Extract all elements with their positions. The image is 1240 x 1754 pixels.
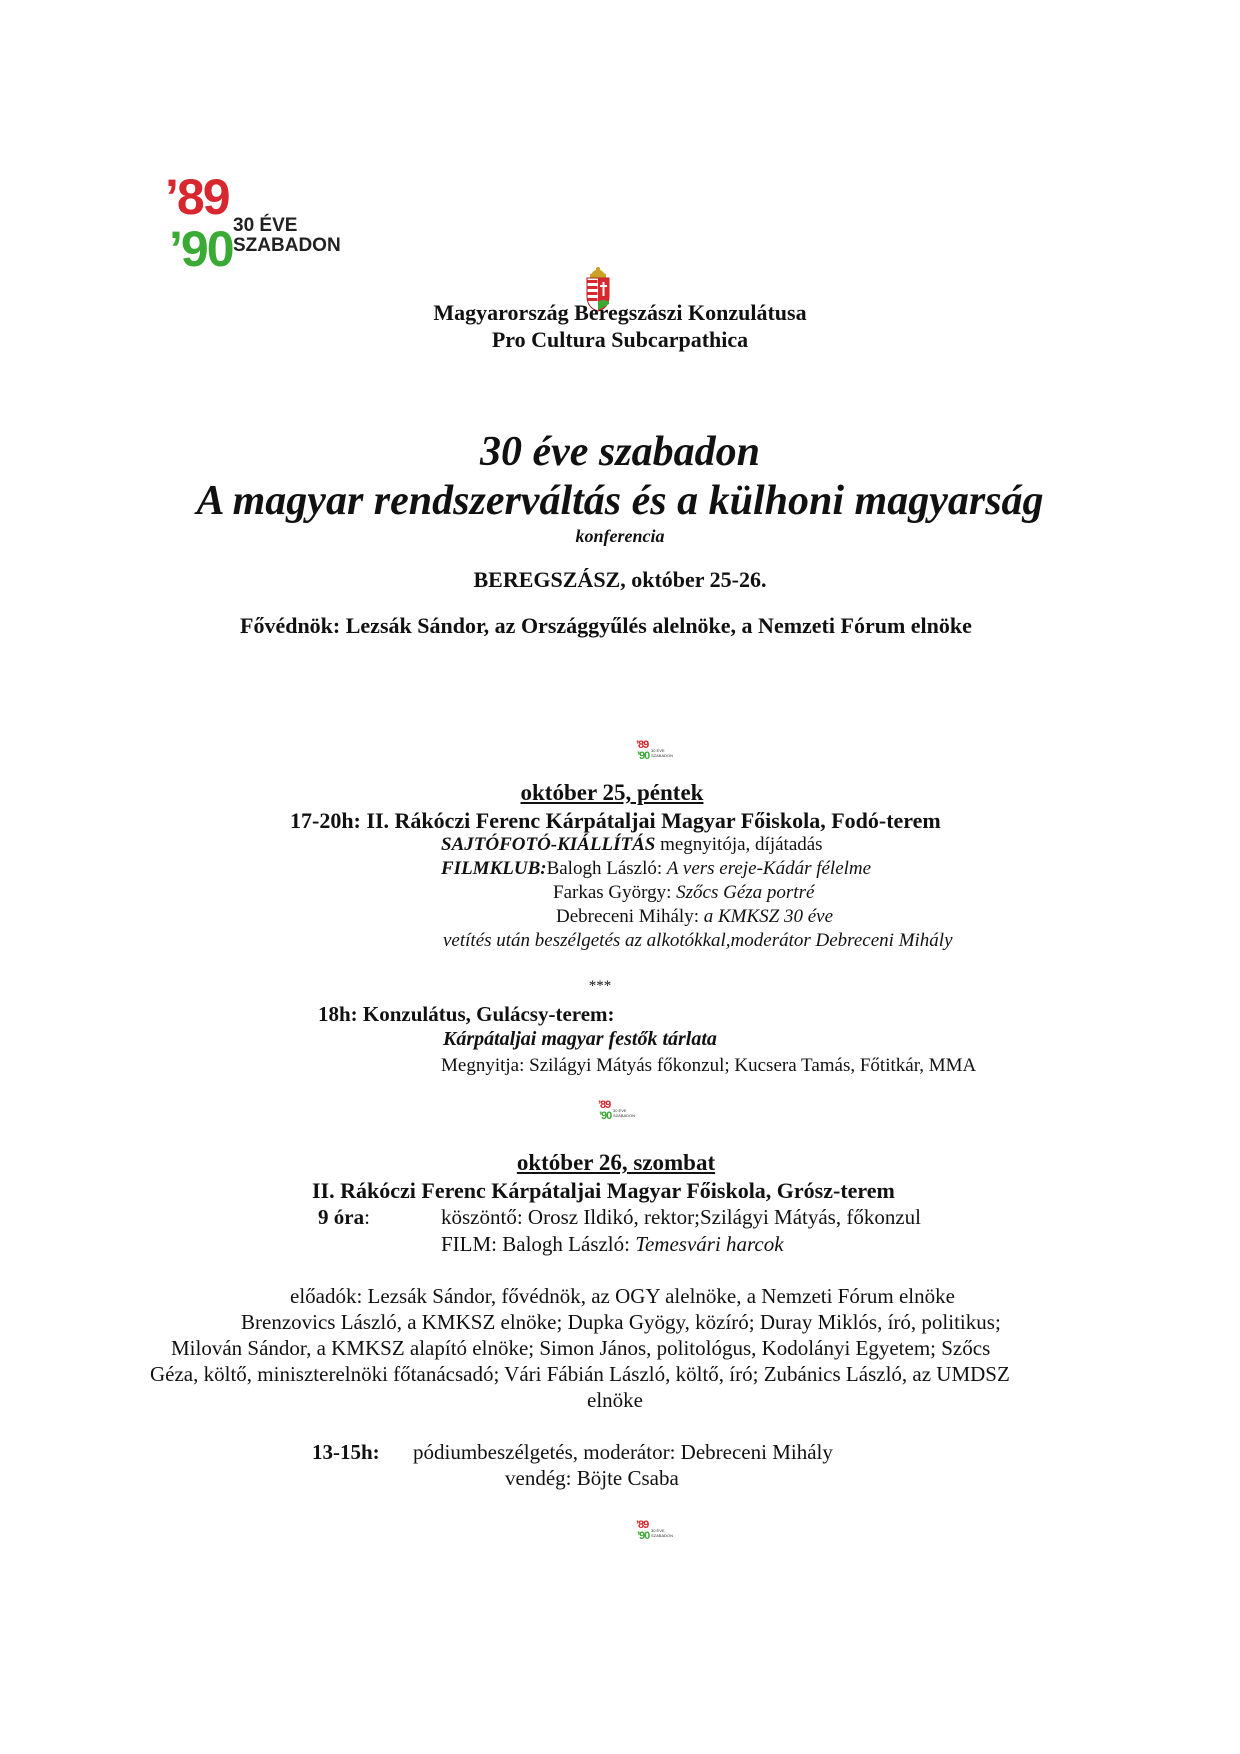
day2-venue: II. Rákóczi Ferenc Kárpátaljai Magyar Főiskola, Grósz-terem [312, 1178, 895, 1203]
speakers-line-5: elnöke [587, 1388, 643, 1412]
day1-film2: Farkas György: Szőcs Géza portré [553, 882, 815, 903]
day2-guest: vendég: Böjte Csaba [505, 1466, 679, 1490]
logo-year-89: ’89 [165, 169, 229, 225]
day1-opening: Megnyitja: Szilágyi Mátyás főkonzul; Kucsera Tamás, Főtitkár, MMA [441, 1055, 977, 1076]
logo-text-line1: 30 ÉVE [233, 215, 298, 236]
day1-venue2: 18h: Konzulátus, Gulácsy-terem: [318, 1002, 615, 1026]
speakers-line-1: előadók: Lezsák Sándor, fővédnök, az OGY alelnöke, a Nemzeti Fórum elnöke [290, 1284, 955, 1308]
speakers-line-4: Géza, költő, miniszterelnöki főtanácsadó; Vári Fábián László, költő, író; Zubánics László, az UMDSZ [150, 1362, 1010, 1386]
logo-text-line2: SZABADON [233, 235, 341, 256]
small-logo-2: ’89 ’90 30 ÉVE SZABADON [598, 1099, 636, 1122]
conference-title-line1: 30 éve szabadon [480, 429, 760, 475]
patron-line: Fővédnök: Lezsák Sándor, az Országgyűlés alelnöke, a Nemzeti Fórum elnöke [240, 613, 972, 638]
conference-subtitle: konferencia [575, 526, 665, 546]
day2-date: október 26, szombat [516, 1150, 716, 1175]
separator: *** [588, 978, 612, 994]
day2-time1: 9 óra: [318, 1205, 370, 1229]
day1-film3: Debreceni Mihály: a KMKSZ 30 éve [556, 906, 834, 927]
organizer-pro-cultura: Pro Cultura Subcarpathica [491, 327, 749, 352]
logo-year-90: ’90 [169, 221, 233, 277]
day1-exhibit2: Kárpátaljai magyar festők tárlata [443, 1028, 717, 1050]
day2-time2: 13-15h: [312, 1440, 380, 1464]
day1-film1: FILMKLUB:Balogh László: A vers ereje-Kádár félelme [441, 858, 872, 879]
day1-venue: 17-20h: II. Rákóczi Ferenc Kárpátaljai Magyar Főiskola, Fodó-terem [290, 808, 941, 833]
day1-discussion: vetítés után beszélgetés az alkotókkal,moderátor Debreceni Mihály [443, 930, 953, 951]
day2-greeting: köszöntő: Orosz Ildikó, rektor;Szilágyi Mátyás, főkonzul [441, 1205, 921, 1229]
day1-date: október 25, péntek [520, 780, 704, 805]
small-logo-1: ’89 ’90 30 ÉVE SZABADON [636, 739, 674, 762]
day1-exhibit: SAJTÓFOTÓ-KIÁLLÍTÁS megnyitója, díjátadás [441, 834, 823, 855]
speakers-line-2: Brenzovics László, a KMKSZ elnöke; Dupka Gyögy, közíró; Duray Miklós, író, politikus; [241, 1310, 1001, 1334]
speakers-line-3: Milován Sándor, a KMKSZ alapító elnöke; Simon János, politológus, Kodolányi Egyetem; Szőcs [171, 1336, 991, 1360]
conference-place-date: BEREGSZÁSZ, október 25-26. [473, 567, 767, 592]
day2-panel: pódiumbeszélgetés, moderátor: Debreceni Mihály [413, 1440, 833, 1464]
day2-film: FILM: Balogh László: Temesvári harcok [441, 1232, 784, 1256]
organizer-consulate: Magyarország Beregszászi Konzulátusa [433, 300, 807, 325]
small-logo-3: ’89 ’90 30 ÉVE SZABADON [636, 1519, 674, 1542]
anniversary-logo [165, 169, 355, 290]
conference-title-line2: A magyar rendszerváltás és a külhoni magyarság [196, 478, 1044, 524]
